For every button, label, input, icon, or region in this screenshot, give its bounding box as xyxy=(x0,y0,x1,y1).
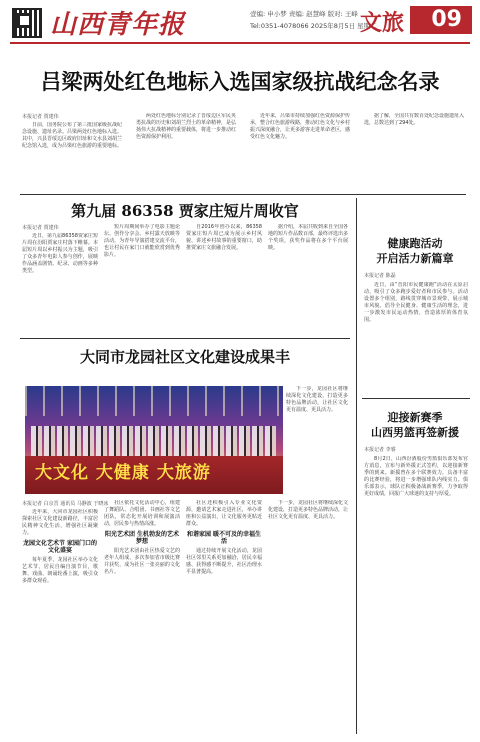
community-event-photo xyxy=(25,386,283,494)
page-number-badge: 09 xyxy=(410,6,472,34)
article3-text-4: 下一步，龙园社区将继续深化文化建设，打造更多特色品牌活动，让社区文化更有温度、更具活力。 xyxy=(286,386,348,413)
article2-col1 xyxy=(22,233,98,333)
performers-group xyxy=(31,426,277,456)
article3-text-4b: 下一步，龙园社区将继续深化文化建设，打造更多特色品牌活动，让社区文化更有温度、更具活力。 xyxy=(268,500,348,520)
newspaper-logo: 山西青年报 xyxy=(50,10,186,40)
article3-text-1: 近年来，大同市龙园社区积极探索社区文化建设新路径，丰富居民精神文化生活，增强社区凝聚力。 xyxy=(22,509,98,536)
side2-text: 8月2日，山西汾酒股份男篮俱乐部发布官方消息，宣布与新外援正式签约，以迎接新赛季的到来。新援曾在多个联赛效力，具备丰富的比赛经验，将进一步增强球队内线实力。俱乐部表示，球队正积极备战新赛季，力争取得更好成绩，回报广大球迷的支持与厚爱。 xyxy=(364,456,468,497)
side2-byline: 本报记者 李睿 xyxy=(364,447,396,453)
side1-text: 近日，由“晋阳市民健康跑”活动在太原启动，吸引了众多跑步爱好者和市民参与。活动设置多个组别，路线贯穿城市景观带，展示城市风貌，倡导全民健身、健康生活的理念，进一步激发市民运动热情，营造浓厚的体育氛围。 xyxy=(364,282,468,323)
article1-divider xyxy=(20,194,466,195)
article3-col1 xyxy=(22,509,98,734)
side1-body xyxy=(364,282,468,392)
side-divider xyxy=(362,398,470,399)
article2-text-1: 近日，第九届86358贾家庄短片周在汾阳贾家庄村落下帷幕。本届短片周以乡村振兴为主题，吸引了众多青年电影人参与创作，展映作品涵盖剧情、纪录、动画等多种类型。 xyxy=(22,233,98,274)
article1-col2 xyxy=(136,113,236,191)
article3-subhead-1: 龙园文化艺术节 家园门口的文化盛宴 xyxy=(22,540,98,554)
side1-headline-line1: 健康跑活动 xyxy=(387,237,443,250)
article2-text-3: 自2016年创办以来，86358贾家庄短片周已成为展示乡村风貌、讲述乡村故事的重要窗口，助推贾家庄文旅融合发展。 xyxy=(186,224,262,251)
editor-info: 壹编: 申小梦 责编: 赵慧峰 版对: 王峰 xyxy=(250,10,358,18)
qr-code-icon[interactable] xyxy=(12,8,42,38)
article1-headline: 吕梁两处红色地标入选国家级抗战纪念名录 xyxy=(40,69,440,94)
article2-text-4: 据介绍，本届共收到来自全国各地的短片作品数百部，最终评选出多个奖项，获奖作品将在多个平台展映。 xyxy=(268,224,348,251)
article2-byline: 本报记者 贾建伟 xyxy=(22,225,59,231)
article1-col3 xyxy=(250,113,350,191)
article2-divider xyxy=(20,338,350,339)
masthead-divider xyxy=(10,42,470,44)
side1-byline: 本报记者 陈磊 xyxy=(364,273,396,279)
article3-subhead-2: 阳光艺术团 生机勃发的艺术梦想 xyxy=(104,531,180,545)
side2-headline xyxy=(362,410,468,440)
masthead xyxy=(0,0,480,46)
section-title: 文旅 xyxy=(360,10,405,36)
article3-col4 xyxy=(268,500,348,734)
article3-text-2b: 阳光艺术团由社区热爱文艺的老年人组成，多次参加省市级比赛并获奖，成为社区一张亮丽的文化名片。 xyxy=(104,548,180,575)
side2-headline-line2: 山西男篮再签新援 xyxy=(371,426,459,439)
side1-headline-line2: 开启活力新篇章 xyxy=(376,252,454,265)
stage-lights xyxy=(25,386,283,416)
column-divider xyxy=(356,198,357,734)
article3-text-3: 社区还积极引入专业文化资源，邀请艺术家走进社区，举办讲座和公益演出，让文化服务更贴近群众。 xyxy=(186,500,262,527)
article1-col1 xyxy=(22,122,122,190)
side2-headline-line1: 迎接新赛季 xyxy=(387,411,443,424)
article3-col2 xyxy=(104,500,180,734)
article1-text-3: 近年来，吕梁市持续加强红色资源保护传承，整合红色旅游线路，推动红色文化与乡村振兴深度融合，让更多游客走进革命老区，感受红色文化魅力。 xyxy=(250,113,350,140)
article3-col3 xyxy=(186,500,262,734)
side2-body xyxy=(364,456,468,734)
article3-col4-top xyxy=(286,386,348,494)
photo-banner-text: 大文化 大健康 大旅游 xyxy=(35,463,211,483)
article1-byline: 本报记者 贾建伟 xyxy=(22,114,59,120)
article2-headline: 第九届 86358 贾家庄短片周收官 xyxy=(71,202,299,220)
article3-text-3b: 通过持续开展文化活动，龙园社区邻里关系更加融洽，居民幸福感、获得感不断提升，社区治理水平显著提高。 xyxy=(186,548,262,575)
article2-col2 xyxy=(104,224,180,334)
article1-text-4: 据了解，全国共有数百处纪念设施遗址入选，总数达到了294处。 xyxy=(364,113,464,126)
article3-headline: 大同市龙园社区文化建设成果丰 xyxy=(79,348,290,366)
article2-col4 xyxy=(268,224,348,334)
article3-byline: 本报记者 白京晋 通讯员 马静波 于晓冰 xyxy=(22,501,109,507)
article1-text-1: 日前，国务院公布了第三批国家级抗战纪念设施、遗址名录。吕梁两处红色地标入选。其中，兴县晋绥边区政府旧址和文水县刘胡兰纪念馆入选，成为吕梁红色旅游的重要地标。 xyxy=(22,122,122,149)
article2-text-2: 短片周期间举办了电影主题论坛、创作分享会、乡村露天放映等活动，为青年导演搭建交流平台，也让村民在家门口就能欣赏到优秀影片。 xyxy=(104,224,180,258)
article1-col4 xyxy=(364,113,464,191)
article3-subhead-3: 和谐家园 暖不可及的幸福生活 xyxy=(186,531,262,545)
issue-info: Tel:0351-4078066 2025年8月5日 星期二 xyxy=(250,22,377,30)
article3-text-2: 社区依托文化活动中心，组建了舞蹈队、合唱团、书画社等文艺团队，常态化开展培训和展演活动，居民参与热情高涨。 xyxy=(104,500,180,527)
article3-text-1b: 每年夏季，龙园社区举办文化艺术节，居民自编自演节目，歌舞、戏曲、朗诵轮番上演，吸引众多群众观看。 xyxy=(22,557,98,584)
article2-col3 xyxy=(186,224,262,334)
article1-text-2: 两处红色地标分别记录了晋绥边区军民英勇抗战的历史和刘胡兰烈士的革命精神，是弘扬伟大抗战精神的重要载体，将进一步推动红色资源保护利用。 xyxy=(136,113,236,140)
side1-headline xyxy=(362,236,468,266)
